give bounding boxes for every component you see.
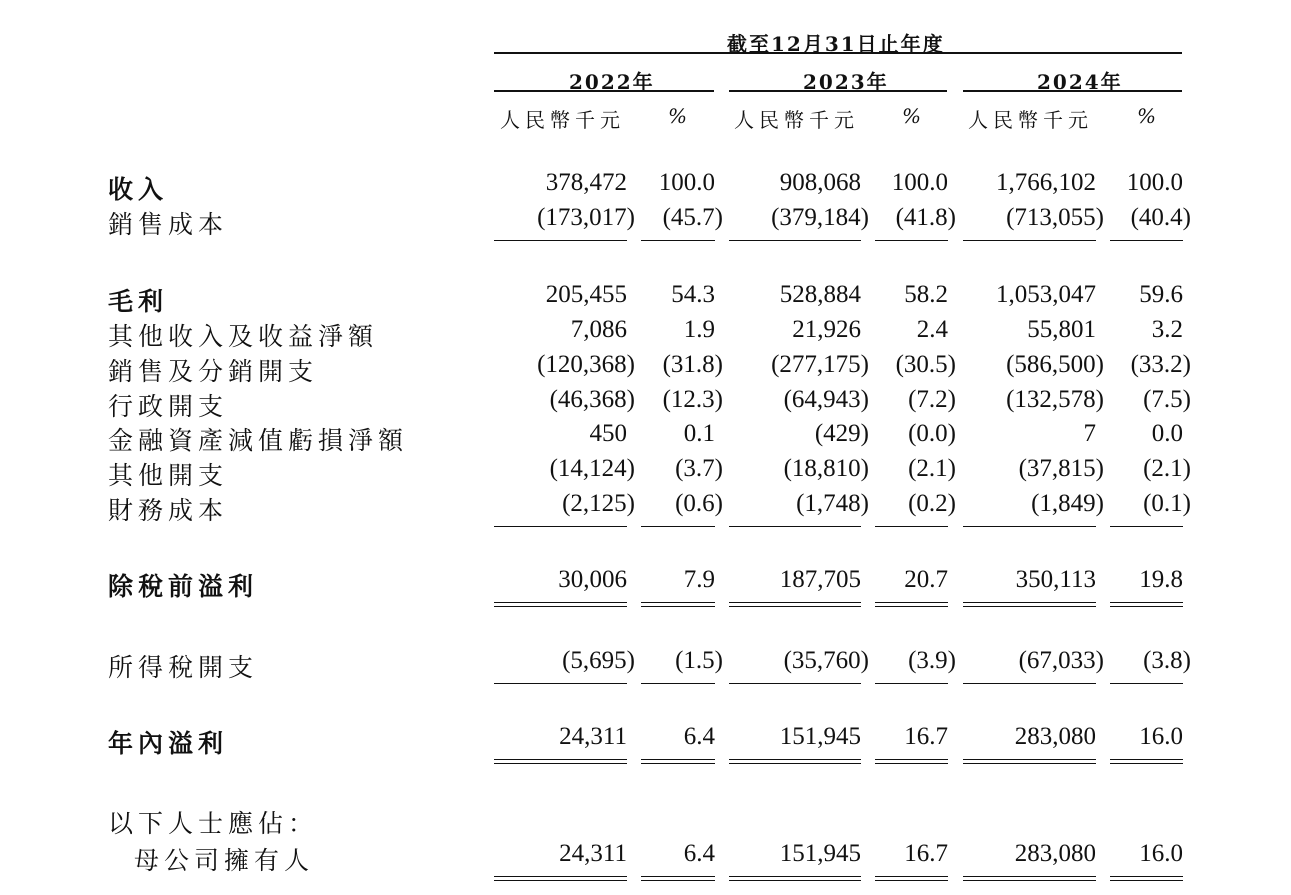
pct-cell: (0.6) [675,490,723,517]
total-double-rule [641,602,715,607]
subtotal-rule [1110,683,1183,684]
pct-cell: 16.7 [904,723,948,750]
pct-cell: 100.0 [658,169,715,196]
total-double-rule [875,759,948,764]
pct-cell: 3.2 [1151,316,1183,343]
total-double-rule [729,759,861,764]
pct-cell: (0.0) [908,420,956,447]
pct-cell: 0.0 [1151,420,1183,447]
amount-cell: 350,113 [1015,566,1096,593]
total-double-rule [963,876,1096,881]
amount-cell: 151,945 [779,840,861,867]
year-rule-2023 [729,90,947,92]
amount-cell: 283,080 [1014,723,1096,750]
pct-cell: 1.9 [683,316,715,343]
subtotal-rule [494,240,627,241]
amount-cell: (713,055) [1006,204,1104,231]
amount-cell: (132,578) [1006,386,1104,413]
total-double-rule [641,759,715,764]
total-double-rule [1110,876,1183,881]
pct-cell: (7.5) [1143,386,1191,413]
pct-cell: 0.1 [683,420,715,447]
total-double-rule [1110,602,1183,607]
row-label: 金融資產減值虧損淨額 [108,426,409,455]
pct-cell: (2.1) [908,455,956,482]
pct-cell: 2.4 [916,316,948,343]
amount-cell: (67,033) [1018,647,1104,674]
amount-cell: (37,815) [1018,455,1104,482]
subtotal-rule [1110,240,1183,241]
row-label: 以下人士應佔： [108,809,319,838]
row-label: 其他開支 [108,461,229,490]
subtotal-rule [494,683,627,684]
subtotal-rule [963,240,1096,241]
pct-cell: 100.0 [891,169,948,196]
amount-cell: 283,080 [1014,840,1096,867]
period-rule [494,52,1182,54]
pct-cell: (41.8) [895,204,956,231]
pct-cell: 20.7 [904,566,948,593]
pct-header-2023: % [902,104,922,128]
total-double-rule [494,876,627,881]
unit-header-2022: 人民幣千元 [500,108,625,132]
pct-cell: (1.5) [675,647,723,674]
amount-cell: 1,766,102 [996,169,1096,196]
amount-cell: 55,801 [1027,316,1096,343]
pct-cell: 7.9 [683,566,715,593]
unit-header-2024: 人民幣千元 [968,108,1093,132]
pct-cell: (12.3) [662,386,723,413]
pct-cell: (31.8) [662,351,723,378]
amount-cell: (586,500) [1006,351,1104,378]
row-label: 財務成本 [108,496,229,525]
pct-cell: (3.9) [908,647,956,674]
row-label: 銷售及分銷開支 [108,357,319,386]
row-label: 除稅前溢利 [108,572,259,601]
subtotal-rule [875,240,948,241]
subtotal-rule [494,526,627,527]
amount-cell: (14,124) [549,455,635,482]
subtotal-rule [875,526,948,527]
pct-cell: (30.5) [895,351,956,378]
total-double-rule [494,602,627,607]
subtotal-rule [729,526,861,527]
amount-cell: 528,884 [779,281,861,308]
year-rule-2024 [963,90,1182,92]
amount-cell: 7 [1083,420,1096,447]
year-rule-2022 [494,90,714,92]
amount-cell: 151,945 [779,723,861,750]
subtotal-rule [1110,526,1183,527]
pct-cell: 6.4 [683,840,715,867]
amount-cell: (120,368) [537,351,635,378]
total-double-rule [494,759,627,764]
subtotal-rule [729,240,861,241]
amount-cell: (64,943) [783,386,869,413]
pct-cell: 16.7 [904,840,948,867]
pct-cell: 16.0 [1139,723,1183,750]
row-label: 行政開支 [108,392,229,421]
row-label: 其他收入及收益淨額 [108,322,379,351]
pct-cell: 59.6 [1139,281,1183,308]
pct-cell: 6.4 [683,723,715,750]
total-double-rule [1110,759,1183,764]
pct-header-2022: % [668,104,688,128]
pct-cell: (40.4) [1130,204,1191,231]
amount-cell: 1,053,047 [996,281,1096,308]
year-header-2023: 2023年 [803,70,889,94]
amount-cell: (1,849) [1031,490,1104,517]
row-label: 銷售成本 [108,210,229,239]
pct-cell: (3.8) [1143,647,1191,674]
row-label: 收入 [108,175,169,204]
total-double-rule [729,602,861,607]
amount-cell: (5,695) [562,647,635,674]
amount-cell: 7,086 [570,316,627,343]
pct-cell: (7.2) [908,386,956,413]
amount-cell: 187,705 [779,566,861,593]
amount-cell: 378,472 [545,169,627,196]
subtotal-rule [641,240,715,241]
total-double-rule [729,876,861,881]
row-label: 母公司擁有人 [134,846,315,875]
subtotal-rule [641,683,715,684]
subtotal-rule [963,526,1096,527]
pct-cell: (33.2) [1130,351,1191,378]
unit-header-2023: 人民幣千元 [734,108,859,132]
amount-cell: 30,006 [558,566,627,593]
pct-cell: 19.8 [1139,566,1183,593]
amount-cell: (2,125) [562,490,635,517]
amount-cell: (35,760) [783,647,869,674]
amount-cell: (18,810) [783,455,869,482]
subtotal-rule [875,683,948,684]
amount-cell: (173,017) [537,204,635,231]
amount-cell: (379,184) [771,204,869,231]
amount-cell: (46,368) [549,386,635,413]
row-label: 毛利 [108,287,169,316]
amount-cell: 908,068 [779,169,861,196]
pct-cell: (3.7) [675,455,723,482]
amount-cell: 450 [589,420,627,447]
pct-cell: 100.0 [1126,169,1183,196]
total-double-rule [875,602,948,607]
total-double-rule [641,876,715,881]
period-header: 截至12月31日止年度 [727,32,945,56]
amount-cell: 21,926 [792,316,861,343]
pct-cell: 58.2 [904,281,948,308]
amount-cell: 24,311 [559,723,627,750]
year-header-2022: 2022年 [569,70,655,94]
amount-cell: (429) [814,420,869,447]
row-label: 所得稅開支 [108,653,259,682]
pct-cell: 54.3 [671,281,715,308]
pct-cell: 16.0 [1139,840,1183,867]
pct-cell: (0.1) [1143,490,1191,517]
subtotal-rule [641,526,715,527]
amount-cell: (277,175) [771,351,869,378]
amount-cell: 205,455 [545,281,627,308]
row-label: 年內溢利 [108,729,229,758]
year-header-2024: 2024年 [1037,70,1123,94]
amount-cell: (1,748) [796,490,869,517]
subtotal-rule [729,683,861,684]
pct-cell: (45.7) [662,204,723,231]
total-double-rule [963,759,1096,764]
pct-cell: (2.1) [1143,455,1191,482]
amount-cell: 24,311 [559,840,627,867]
subtotal-rule [963,683,1096,684]
pct-header-2024: % [1137,104,1157,128]
pct-cell: (0.2) [908,490,956,517]
total-double-rule [963,602,1096,607]
total-double-rule [875,876,948,881]
